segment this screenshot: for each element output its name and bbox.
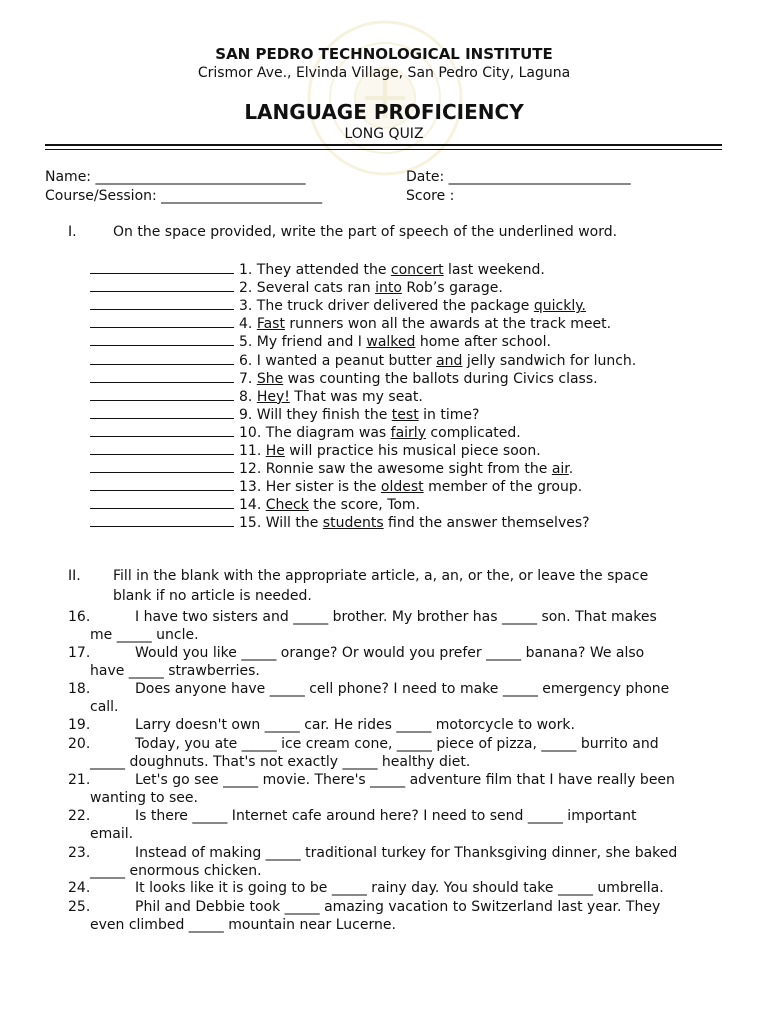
item-text: last weekend. [443,262,545,278]
part2-item-text-cont[interactable]: me _____ uncle. [90,627,199,643]
part2-item-number: 20. [68,736,91,752]
part2-item-number: 21. [68,772,91,788]
item-text: 10. The diagram was [239,424,391,441]
item-text: 2. Several cats ran [239,280,376,297]
answer-blank[interactable] [90,477,234,491]
part2-instruction-line2: blank if no article is needed. [113,588,312,604]
part2-item-number: 19. [68,717,91,733]
answer-blank[interactable] [90,423,234,437]
quiz-subtitle: LONG QUIZ [344,126,424,142]
item-text: find the answer themselves? [383,515,590,532]
score-field[interactable]: Score : [406,188,455,204]
underlined-word: into [375,280,402,297]
part2-item-text[interactable]: Today, you ate _____ ice cream cone, _____ piece of pizza, _____ burrito and [135,736,659,752]
answer-blank[interactable] [90,260,234,274]
part2-item-text-cont[interactable]: even climbed _____ mountain near Lucerne. [90,917,396,933]
part2-item-text-cont[interactable]: email. [90,826,134,842]
underlined-word: air [551,461,569,478]
part2-instruction-line1: Fill in the blank with the appropriate article, a, an, or the, or leave the space [113,568,649,584]
part2-item-text-cont[interactable]: call. [90,699,119,715]
header-divider-thin [45,149,722,150]
part2-item-text[interactable]: It looks like it is going to be _____ rainy day. You should take _____ umbrella. [135,880,664,896]
underlined-word: Check [265,497,309,514]
answer-blank[interactable] [90,387,234,401]
underlined-word: quickly. [533,298,586,315]
part1-item [90,387,423,405]
part1-item [90,405,479,423]
item-text: 4. [239,316,257,333]
school-name: SAN PEDRO TECHNOLOGICAL INSTITUTE [215,45,553,63]
school-seal-watermark [305,18,465,178]
underlined-word: He [265,443,285,459]
underlined-word: oldest [380,479,424,496]
answer-blank[interactable] [90,405,234,419]
part1-item [90,260,545,278]
underlined-word: She [256,370,284,387]
item-text: 15. Will the [239,515,323,532]
part2-item-number: 23. [68,845,91,861]
part2-item-text[interactable]: Would you like _____ orange? Or would you prefer _____ banana? We also [135,645,645,661]
part2-item-text[interactable]: I have two sisters and _____ brother. My brother has _____ son. That makes [135,609,657,625]
item-text: 11. [239,443,266,459]
underlined-word: fairly [390,424,426,441]
part1-numeral: I. [68,224,77,240]
item-text: 8. [239,388,257,405]
part2-item-text[interactable]: Larry doesn't own _____ car. He rides _____ motorcycle to work. [135,717,575,733]
part1-item [90,296,586,314]
part1-item [90,351,636,369]
school-address: Crismor Ave., Elvinda Village, San Pedro City, Laguna [197,65,571,81]
item-text: the score, Tom. [308,497,421,514]
part1-item [90,441,541,459]
date-field[interactable]: Date: __________________________ [406,169,631,185]
part2-item-text[interactable]: Let's go see _____ movie. There's _____ adventure film that I have really been [135,772,675,788]
underlined-word: walked [366,334,416,351]
item-text: home after school. [415,334,551,351]
course-session-field[interactable]: Course/Session: _______________________ [45,188,323,204]
part1-instruction: On the space provided, write the part of speech of the underlined word. [113,224,618,240]
part2-item-number: 17. [68,645,91,661]
part1-item [90,314,611,332]
part1-item [90,459,573,477]
part1-item [90,495,420,513]
item-text: 3. The truck driver delivered the package [239,298,534,315]
part2-item-text-cont[interactable]: wanting to see. [90,790,198,806]
part1-item [90,278,503,296]
underlined-word: concert [390,262,444,278]
part2-item-number: 25. [68,899,91,915]
item-text: 5. My friend and I [239,334,367,351]
part2-item-text[interactable]: Instead of making _____ traditional turkey for Thanksgiving dinner, she baked [135,845,678,861]
item-text: Rob’s garage. [401,280,503,297]
underlined-word: and [436,352,463,369]
item-text: 1. They attended the [239,262,391,278]
part2-item-text-cont[interactable]: _____ doughnuts. That's not exactly _____ healthy diet. [90,754,471,770]
item-text: 12. Ronnie saw the awesome sight from the [239,461,552,478]
part2-item-text-cont[interactable]: _____ enormous chicken. [90,863,262,879]
answer-blank[interactable] [90,351,234,365]
item-text: 6. I wanted a peanut butter [239,352,437,369]
part1-item [90,423,521,441]
part2-item-number: 22. [68,808,91,824]
part1-item [90,513,590,531]
part2-item-text-cont[interactable]: have _____ strawberries. [90,663,260,679]
answer-blank[interactable] [90,314,234,328]
header-divider [45,144,722,146]
part2-item-text[interactable]: Does anyone have _____ cell phone? I need to make _____ emergency phone [135,681,670,697]
answer-blank[interactable] [90,495,234,509]
answer-blank[interactable] [90,441,234,455]
item-text: 14. [239,497,266,514]
item-text: will practice his musical piece soon. [284,443,541,459]
part2-item-number: 18. [68,681,91,697]
item-text: complicated. [425,424,521,441]
answer-blank[interactable] [90,332,234,346]
part2-item-text[interactable]: Phil and Debbie took _____ amazing vacation to Switzerland last year. They [135,899,661,915]
part1-item [90,477,582,495]
part2-item-text[interactable]: Is there _____ Internet cafe around here? I need to send _____ important [135,808,637,824]
name-field[interactable]: Name: ______________________________ [45,169,306,185]
part2-item-number: 24. [68,880,91,896]
answer-blank[interactable] [90,459,234,473]
answer-blank[interactable] [90,296,234,310]
underlined-word: Hey! [256,388,290,405]
part2-numeral: II. [68,568,81,584]
quiz-title: LANGUAGE PROFICIENCY [244,100,524,124]
underlined-word: Fast [256,316,285,333]
item-text: was counting the ballots during Civics class. [283,370,598,387]
item-text: 13. Her sister is the [239,479,381,496]
item-text: . [568,461,574,478]
part1-item [90,369,598,387]
item-text: in time? [418,406,480,423]
item-text: member of the group. [423,479,583,496]
answer-blank[interactable] [90,278,234,292]
item-text: 7. [239,370,257,387]
part1-item [90,332,551,350]
item-text: jelly sandwich for lunch. [462,352,637,369]
answer-blank[interactable] [90,513,234,527]
item-text: 9. Will they finish the [239,406,392,423]
part2-item-number: 16. [68,609,91,625]
item-text: That was my seat. [289,388,423,405]
underlined-word: test [391,406,419,423]
answer-blank[interactable] [90,369,234,383]
item-text: runners won all the awards at the track meet. [284,316,612,333]
underlined-word: students [322,515,384,532]
